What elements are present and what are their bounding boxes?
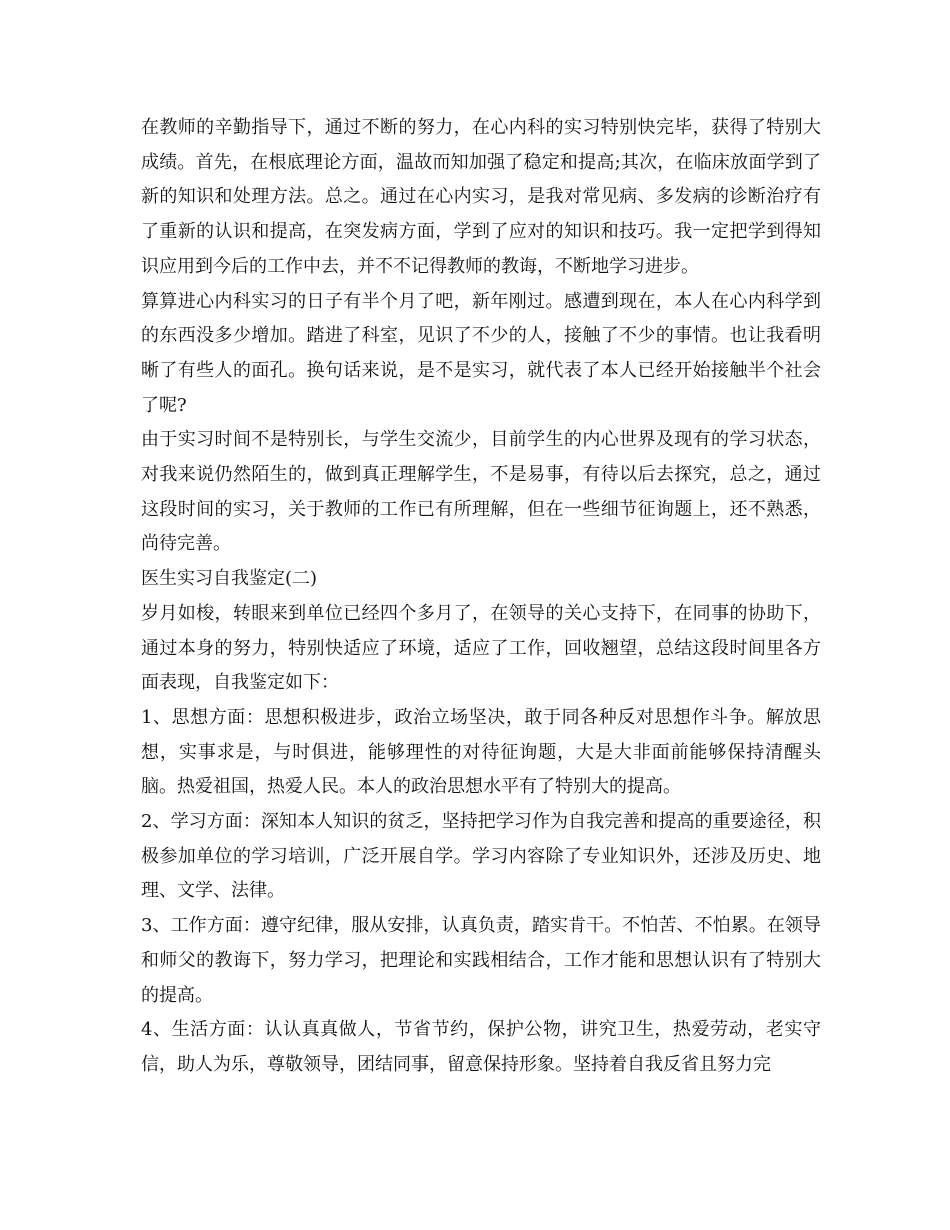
paragraph-work: 3、工作方面：遵守纪律，服从安排，认真负责，踏实肯干。不怕苦、不怕累。在领导和师父的教诲下，努力学习，把理论和实践相结合，工作才能和思想认识有了特别大的提高。 — [141, 915, 821, 1006]
paragraph-study: 2、学习方面：深知本人知识的贫乏，坚持把学习作为自我完善和提高的重要途径，积极参加单位的学习培训，广泛开展自学。学习内容除了专业知识外，还涉及历史、地理、文学、法律。 — [141, 811, 821, 902]
paragraph-student-communication: 由于实习时间不是特别长，与学生交流少，目前学生的内心世界及现有的学习状态，对我来说仍然陌生的，做到真正理解学生，不是易事，有待以后去探究，总之，通过这段时间的实习，关于教师的工作已有所理解，但在一些细节征询题上，还不熟悉，尚待完善。 — [141, 429, 821, 555]
paragraph-introduction: 岁月如梭，转眼来到单位已经四个多月了，在领导的关心支持下，在同事的协助下，通过本身的努力，特别快适应了环境，适应了工作，回收翘望，总结这段时间里各方面表现，自我鉴定如下： — [141, 602, 821, 694]
paragraph-internship-summary: 在教师的辛勤指导下，通过不断的努力，在心内科的实习特别快完毕，获得了特别大成绩。首先，在根底理论方面，温故而知加强了稳定和提高;其次，在临床放面学到了新的知识和处理方法。总之。通过在心内实习，是我对常见病、多发病的诊断治疗有了重新的认识和提高，在突发病方面，学到了应对的知识和技巧。我一定把学到得知识应用到今后的工作中去，并不不记得教师的教诲，不断地学习进步。 — [141, 117, 821, 277]
section-heading-self-appraisal-two: 医生实习自我鉴定(二) — [141, 568, 318, 590]
document-page — [141, 111, 821, 1083]
paragraph-life: 4、生活方面：认认真真做人，节省节约，保护公物，讲究卫生，热爱劳动，老实守信，助人为乐，尊敬领导，团结同事，留意保持形象。坚持着自我反省且努力完 — [141, 1019, 821, 1075]
paragraph-half-month-reflection: 算算进心内科实习的日子有半个月了吧，新年刚过。感遭到现在，本人在心内科学到的东西没多少增加。踏进了科室，见识了不少的人，接触了不少的事情。也让我看明晰了有些人的面孔。换句话来说，是不是实习，就代表了本人已经开始接触半个社会了呢? — [141, 290, 821, 416]
paragraph-ideology: 1、思想方面：思想积极进步，政治立场坚决，敢于同各种反对思想作斗争。解放思想，实事求是，与时俱进，能够理性的对待征询题，大是大非面前能够保持清醒头脑。热爱祖国，热爱人民。本人的政治思想水平有了特别大的提高。 — [141, 706, 821, 798]
